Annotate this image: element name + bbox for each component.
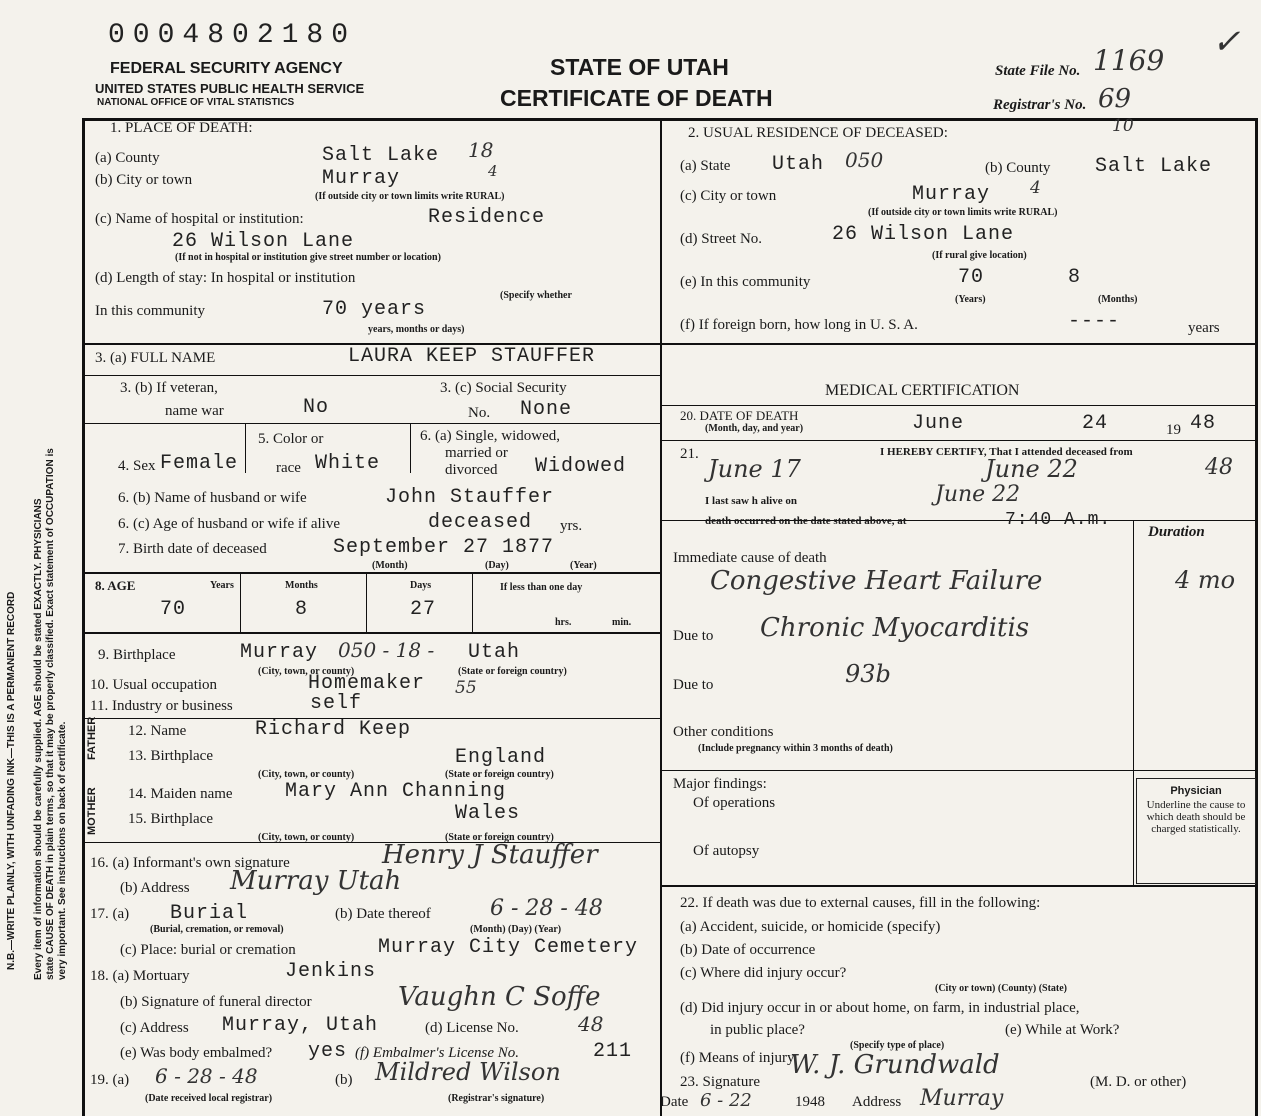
mortuary-address-value: Murray, Utah bbox=[222, 1014, 379, 1037]
md-label: (M. D. or other) bbox=[1090, 1074, 1187, 1090]
res-city-label: (c) City or town bbox=[680, 188, 777, 204]
sex-col bbox=[245, 423, 246, 473]
due-to-2-code: 93b bbox=[845, 660, 891, 688]
veteran-label: 3. (b) If veteran, bbox=[120, 380, 218, 396]
attended-to: June 22 bbox=[985, 455, 1078, 483]
immediate-cause-duration: 4 mo bbox=[1175, 566, 1236, 594]
hospital-note: (If not in hospital or institution give street number or location) bbox=[175, 252, 441, 263]
burial-value: Burial bbox=[170, 902, 249, 925]
ssn-label: 3. (c) Social Security bbox=[440, 380, 567, 396]
immediate-cause-value: Congestive Heart Failure bbox=[710, 566, 1043, 596]
agency-name: FEDERAL SECURITY AGENCY bbox=[110, 60, 343, 77]
sex-label: 4. Sex bbox=[118, 458, 156, 474]
father-birth-value: England bbox=[455, 746, 547, 769]
war-label: name war bbox=[165, 403, 224, 419]
yrs-label: yrs. bbox=[560, 518, 583, 534]
res-street-note: (If rural give location) bbox=[932, 250, 1027, 261]
occupation-code: 55 bbox=[455, 678, 477, 698]
res-community-years: 70 bbox=[958, 266, 985, 289]
physician-signature: W. J. Grundwald bbox=[790, 1050, 1000, 1080]
birthplace-state: Utah bbox=[468, 641, 521, 664]
age-col-2 bbox=[366, 572, 367, 632]
other-conditions-note: (Include pregnancy within 3 months of death) bbox=[698, 743, 893, 754]
state-title: STATE OF UTAH bbox=[550, 54, 729, 80]
license-value: 48 bbox=[578, 1012, 604, 1036]
row-divider-age bbox=[82, 572, 662, 574]
due-to-2-label: Due to bbox=[673, 677, 714, 693]
husband-age-label: 6. (c) Age of husband or wife if alive bbox=[118, 516, 341, 532]
frame-top bbox=[82, 118, 1257, 121]
hospital-label: (c) Name of hospital or institution: bbox=[95, 211, 304, 227]
res-state-value: Utah bbox=[772, 153, 825, 176]
mother-name-label: 14. Maiden name bbox=[128, 786, 233, 802]
margin-note-1: N.B.—WRITE PLAINLY, WITH UNFADING INK—THIS IS A PERMANENT RECORD bbox=[6, 591, 17, 970]
burial-place-value: Murray City Cemetery bbox=[378, 936, 639, 959]
death-city-value: Murray bbox=[322, 167, 401, 190]
age-less-header: If less than one day bbox=[500, 582, 583, 593]
mother-name-value: Mary Ann Channing bbox=[285, 780, 507, 803]
community-label: In this community bbox=[95, 303, 205, 319]
marital-label-3: divorced bbox=[445, 462, 498, 478]
burial-date-label: (b) Date thereof bbox=[335, 906, 431, 922]
res-county-code: 10 bbox=[1112, 116, 1134, 136]
father-name-value: Richard Keep bbox=[255, 718, 412, 741]
mother-birth-value: Wales bbox=[455, 802, 521, 825]
color-label: 5. Color or bbox=[258, 431, 324, 447]
office-name: NATIONAL OFFICE OF VITAL STATISTICS bbox=[97, 97, 295, 108]
age-col-3 bbox=[472, 572, 473, 632]
external-c-label: (c) Where did injury occur? bbox=[680, 965, 847, 981]
sig-address-value: Murray bbox=[920, 1086, 1004, 1111]
res-street-value: 26 Wilson Lane bbox=[832, 223, 1015, 246]
marital-value: Widowed bbox=[535, 455, 627, 478]
foreign-value: ---- bbox=[1068, 310, 1121, 333]
frame-middle bbox=[660, 118, 662, 1116]
received-label: 19. (a) bbox=[90, 1072, 130, 1088]
res-city-note: (If outside city or town limits write RURAL) bbox=[868, 207, 1058, 218]
res-city-code: 4 bbox=[1030, 178, 1041, 198]
registrar-signature: Mildred Wilson bbox=[375, 1058, 561, 1086]
external-d-label: (d) Did injury occur in or about home, on farm, in industrial place, bbox=[680, 1000, 1080, 1016]
last-saw-value: June 22 bbox=[935, 482, 1021, 507]
external-d-label-2: in public place? bbox=[710, 1022, 805, 1038]
residence-heading: 2. USUAL RESIDENCE OF DECEASED: bbox=[688, 125, 948, 141]
signature-23-label: 23. Signature bbox=[680, 1074, 760, 1090]
sig-date-prefix: Date bbox=[660, 1094, 689, 1110]
received-caption: (Date received local registrar) bbox=[145, 1093, 273, 1104]
funeral-director-label: (b) Signature of funeral director bbox=[120, 994, 312, 1010]
months-caption: (Months) bbox=[1098, 294, 1138, 305]
age-days: 27 bbox=[410, 598, 437, 621]
major-findings-label: Major findings: bbox=[673, 776, 767, 792]
community-value: 70 years bbox=[322, 298, 427, 321]
physician-note-box bbox=[1136, 778, 1256, 884]
medical-heading: MEDICAL CERTIFICATION bbox=[825, 382, 1020, 399]
external-e-label: (e) While at Work? bbox=[1005, 1022, 1120, 1038]
license-label: (d) License No. bbox=[425, 1020, 519, 1036]
med-divider-2 bbox=[662, 440, 1257, 441]
age-label: 8. AGE bbox=[95, 578, 136, 593]
community-note: years, months or days) bbox=[368, 324, 465, 335]
external-b-label: (b) Date of occurrence bbox=[680, 942, 816, 958]
stay-label: (d) Length of stay: In hospital or institution bbox=[95, 270, 356, 286]
due-to-1-label: Due to bbox=[673, 628, 714, 644]
operations-label: Of operations bbox=[693, 795, 776, 811]
last-saw-label: I last saw h alive on bbox=[705, 495, 797, 507]
sig-date-year: 1948 bbox=[795, 1094, 825, 1110]
res-city-value: Murray bbox=[912, 183, 991, 206]
sig-date-value: 6 - 22 bbox=[700, 1090, 752, 1111]
death-year-prefix: 19 bbox=[1166, 422, 1181, 438]
burial-date-caption: (Month) (Day) (Year) bbox=[470, 924, 562, 935]
birth-value: September 27 1877 bbox=[333, 536, 555, 559]
foreign-unit: years bbox=[1188, 320, 1220, 336]
informant-sig-label: 16. (a) Informant's own signature bbox=[90, 855, 290, 871]
place-of-death-heading: 1. PLACE OF DEATH: bbox=[110, 120, 253, 136]
embalmed-value: yes bbox=[308, 1040, 348, 1063]
race-value: White bbox=[315, 452, 381, 475]
state-file-number: 1169 bbox=[1093, 44, 1165, 77]
ssn-no-label: No. bbox=[468, 405, 491, 421]
burial-date-value: 6 - 28 - 48 bbox=[490, 896, 603, 921]
father-state-caption: (State or foreign country) bbox=[445, 769, 554, 780]
immediate-cause-label: Immediate cause of death bbox=[673, 550, 827, 566]
occupation-label: 10. Usual occupation bbox=[90, 677, 218, 693]
birth-year-caption: (Year) bbox=[570, 560, 597, 571]
burial-place-label: (c) Place: burial or cremation bbox=[120, 942, 296, 958]
father-name-label: 12. Name bbox=[128, 723, 187, 739]
death-year: 48 bbox=[1190, 412, 1217, 435]
certify-text: I HEREBY CERTIFY, That I attended deceased from bbox=[880, 446, 1133, 458]
registrar-sig-label: (b) bbox=[335, 1072, 353, 1088]
physician-note: Underline the cause to which death should be charged statistically. bbox=[1146, 799, 1246, 835]
marital-label-1: 6. (a) Single, widowed, bbox=[420, 428, 560, 444]
age-min: min. bbox=[612, 617, 632, 628]
external-c-caption: (City or town) (County) (State) bbox=[935, 983, 1068, 994]
birthplace-city-caption: (City, town, or county) bbox=[258, 666, 355, 677]
age-hrs: hrs. bbox=[555, 617, 572, 628]
race-col bbox=[410, 423, 411, 473]
war-value: No bbox=[303, 396, 330, 419]
industry-label: 11. Industry or business bbox=[90, 698, 233, 714]
res-county-value: Salt Lake bbox=[1095, 155, 1213, 178]
father-city-caption: (City, town, or county) bbox=[258, 769, 355, 780]
registrar-caption: (Registrar's signature) bbox=[448, 1093, 545, 1104]
mortuary-label: 18. (a) Mortuary bbox=[90, 968, 190, 984]
funeral-director-signature: Vaughn C Soffe bbox=[398, 982, 601, 1012]
death-date-label: 20. DATE OF DEATH bbox=[680, 408, 799, 423]
autopsy-label: Of autopsy bbox=[693, 843, 760, 859]
due-to-1-value: Chronic Myocarditis bbox=[760, 613, 1030, 643]
husband-value: John Stauffer bbox=[385, 486, 555, 509]
other-conditions-label: Other conditions bbox=[673, 724, 774, 740]
row-divider-2 bbox=[82, 375, 662, 376]
death-city-note: (If outside city or town limits write RURAL) bbox=[315, 191, 505, 202]
death-city-code: 4 bbox=[488, 162, 498, 180]
ssn-value: None bbox=[520, 398, 573, 421]
certify-number: 21. bbox=[680, 446, 699, 462]
sex-value: Female bbox=[160, 452, 239, 475]
burial-label: 17. (a) bbox=[90, 906, 130, 922]
death-date-caption: (Month, day, and year) bbox=[705, 423, 804, 434]
frame-right bbox=[1255, 118, 1258, 1116]
sig-address-label: Address bbox=[852, 1094, 902, 1110]
mother-state-caption: (State or foreign country) bbox=[445, 832, 554, 843]
row-divider-1 bbox=[82, 343, 1257, 345]
death-county-label: (a) County bbox=[95, 150, 160, 166]
margin-note-4: very important. See instructions on back of certificate. bbox=[57, 721, 68, 980]
physician-title: Physician bbox=[1170, 785, 1222, 797]
attended-from: June 17 bbox=[708, 455, 801, 483]
death-day: 24 bbox=[1082, 412, 1109, 435]
husband-label: 6. (b) Name of husband or wife bbox=[118, 490, 307, 506]
mother-side-label: MOTHER bbox=[86, 787, 98, 835]
margin-note-3: state CAUSE OF DEATH in plain terms, so that it may be properly classified. Exact statement of OCCUPATION is bbox=[45, 448, 56, 980]
row-divider-3 bbox=[82, 423, 662, 424]
informant-address-value: Murray Utah bbox=[230, 866, 402, 896]
birthplace-codes: 050 - 18 - bbox=[338, 638, 435, 662]
occurred-label: death occurred on the date stated above, at bbox=[705, 515, 907, 527]
row-divider-age-bottom bbox=[82, 632, 662, 634]
external-specify-caption: (Specify type of place) bbox=[850, 1040, 945, 1051]
mother-birth-label: 15. Birthplace bbox=[128, 811, 213, 827]
attended-year: 48 bbox=[1205, 455, 1233, 480]
received-value: 6 - 28 - 48 bbox=[155, 1064, 258, 1088]
birthplace-value: Murray bbox=[240, 641, 319, 664]
service-name: UNITED STATES PUBLIC HEALTH SERVICE bbox=[95, 81, 365, 96]
external-a-label: (a) Accident, suicide, or homicide (specify) bbox=[680, 919, 941, 935]
res-community-label: (e) In this community bbox=[680, 274, 811, 290]
res-state-label: (a) State bbox=[680, 158, 731, 174]
margin-note-2: Every item of information should be carefully supplied. AGE should be stated EXACTLY. PHYSICIANS bbox=[33, 498, 44, 980]
serial-number: 0004802180 bbox=[108, 20, 357, 51]
birth-day-caption: (Day) bbox=[485, 560, 509, 571]
duration-col bbox=[1133, 520, 1134, 885]
marital-label-2: married or bbox=[445, 445, 508, 461]
age-years: 70 bbox=[160, 598, 187, 621]
frame-left bbox=[82, 118, 85, 1116]
burial-caption: (Burial, cremation, or removal) bbox=[150, 924, 284, 935]
age-col-1 bbox=[240, 572, 241, 632]
mortuary-address-label: (c) Address bbox=[120, 1020, 189, 1036]
race-label: race bbox=[276, 460, 301, 476]
mother-city-caption: (City, town, or county) bbox=[258, 832, 355, 843]
death-county-value: Salt Lake bbox=[322, 144, 440, 167]
duration-header: Duration bbox=[1148, 524, 1205, 540]
embalmer-label: (f) Embalmer's License No. bbox=[355, 1045, 520, 1061]
certificate-title: CERTIFICATE OF DEATH bbox=[500, 85, 773, 111]
birth-month-caption: (Month) bbox=[372, 560, 408, 571]
years-caption: (Years) bbox=[955, 294, 986, 305]
hospital-value: Residence bbox=[428, 206, 546, 229]
state-file-label: State File No. bbox=[995, 63, 1081, 79]
external-f-label: (f) Means of injury bbox=[680, 1050, 795, 1066]
time-of-death: 7:40 A.m. bbox=[1005, 510, 1112, 530]
mortuary-value: Jenkins bbox=[285, 960, 377, 983]
res-state-code: 050 bbox=[845, 148, 884, 172]
res-street-label: (d) Street No. bbox=[680, 231, 763, 247]
age-months: 8 bbox=[295, 598, 309, 621]
birthplace-state-caption: (State or foreign country) bbox=[458, 666, 567, 677]
informant-address-label: (b) Address bbox=[120, 880, 190, 896]
res-county-label: (b) County bbox=[985, 160, 1051, 176]
med-divider-4 bbox=[662, 770, 1257, 771]
birth-label: 7. Birth date of deceased bbox=[118, 541, 267, 557]
full-name-value: LAURA KEEP STAUFFER bbox=[348, 345, 596, 368]
death-month: June bbox=[912, 412, 965, 435]
registrar-number-label: Registrar's No. bbox=[993, 97, 1087, 113]
informant-signature: Henry J Stauffer bbox=[382, 840, 598, 870]
embalmer-value: 211 bbox=[593, 1040, 633, 1063]
birthplace-label: 9. Birthplace bbox=[98, 647, 176, 663]
full-name-label: 3. (a) FULL NAME bbox=[95, 350, 216, 366]
occupation-value: Homemaker bbox=[308, 672, 426, 695]
hospital-address: 26 Wilson Lane bbox=[172, 230, 355, 253]
foreign-label: (f) If foreign born, how long in U. S. A. bbox=[680, 317, 918, 333]
med-divider-1 bbox=[662, 405, 1257, 406]
industry-value: self bbox=[310, 692, 363, 715]
med-divider-5 bbox=[662, 885, 1257, 887]
husband-age-value: deceased bbox=[428, 511, 533, 534]
death-county-code: 18 bbox=[468, 138, 494, 162]
embalmed-label: (e) Was body embalmed? bbox=[120, 1045, 273, 1061]
age-days-header: Days bbox=[410, 580, 432, 591]
res-community-months: 8 bbox=[1068, 266, 1082, 289]
external-heading: 22. If death was due to external causes, fill in the following: bbox=[680, 895, 1041, 911]
death-city-label: (b) City or town bbox=[95, 172, 193, 188]
father-birth-label: 13. Birthplace bbox=[128, 748, 213, 764]
father-side-label: FATHER bbox=[86, 716, 98, 760]
check-mark-icon: ✓ bbox=[1212, 22, 1241, 62]
age-years-header: Years bbox=[210, 580, 234, 591]
age-months-header: Months bbox=[285, 580, 318, 591]
registrar-number: 69 bbox=[1098, 84, 1132, 114]
specify-note: (Specify whether bbox=[500, 290, 572, 301]
